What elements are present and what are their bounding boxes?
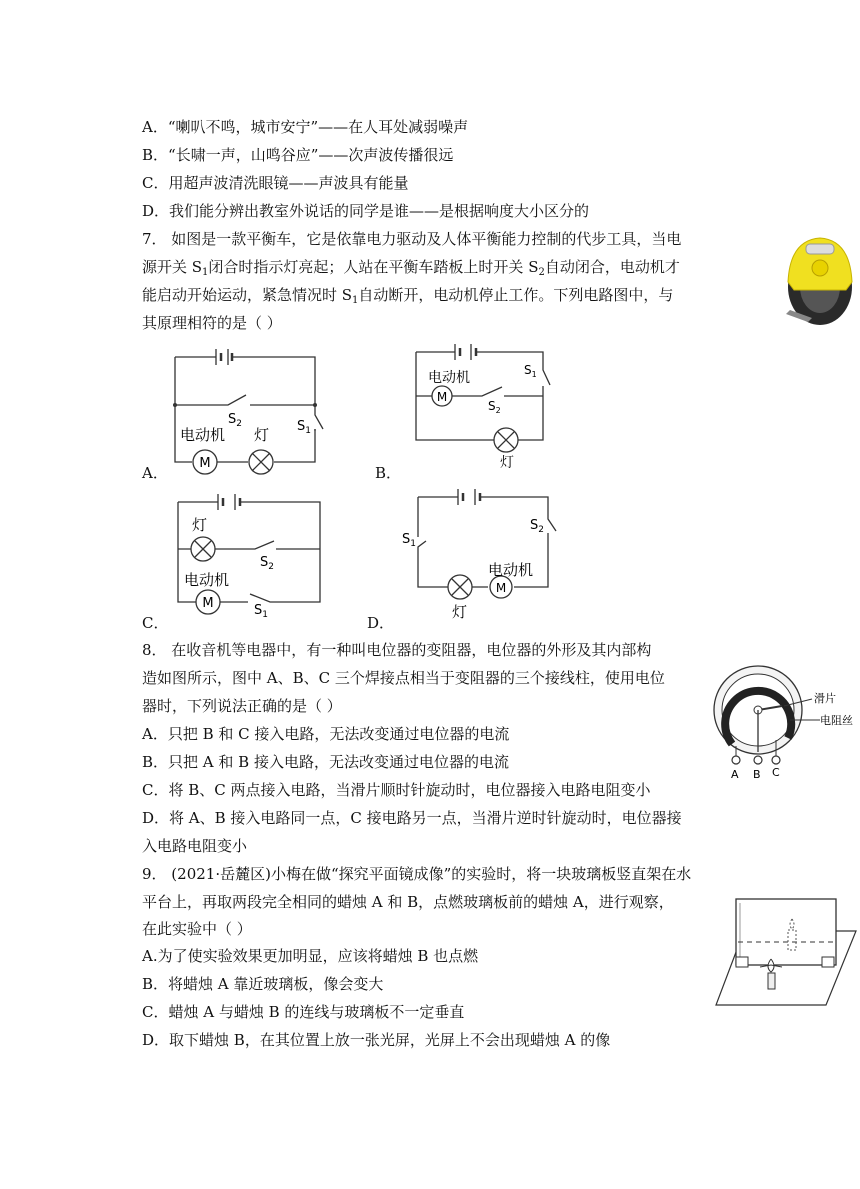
circuit-a-s1-label: $S_1$ [297,419,311,436]
circuit-a-lamp-label: 灯 [254,426,270,444]
circuit-b-s2-label: $S_2$ [488,399,501,415]
q6-option-d: D．我们能分辨出教室外说话的同学是谁——是根据响度大小区分的 [142,202,590,220]
q9-option-b: B．将蜡烛 A 靠近玻璃板，像会变大 [142,975,384,993]
potentiometer-figure [712,664,860,784]
motor-symbol: M [436,390,448,404]
q7-option-c: C． [142,614,169,632]
q8-option-d-line2: 入电路电阻变小 [142,837,248,855]
circuit-d-s2-label: $S_2$ [530,518,544,535]
q9-option-a: A.为了使实验效果更加明显，应该将蜡烛 B 也点燃 [142,947,479,965]
balance-scooter-image [780,232,860,327]
q7-stem-line2: 源开关 $S_1$闭合时指示灯亮起；人站在平衡车踏板上时开关 $S_2$自动闭合，电动机才 [142,258,680,278]
circuit-c-motor-label: 电动机 [184,571,230,589]
circuit-a-s2-label: $S_2$ [228,412,242,429]
q9-stem-line1: 9． (2021·岳麓区)小梅在做“探究平面镜成像”的实验时，将一块玻璃板竖直架在水 [142,865,692,883]
q8-option-a: A．只把 B 和 C 接入电路，无法改变通过电位器的电流 [142,725,510,743]
circuit-a-motor-label: 电动机 [180,426,226,444]
motor-symbol: M [495,581,507,595]
q7-option-d: D． [367,614,395,632]
q9-option-c: C．蜡烛 A 与蜡烛 B 的连线与玻璃板不一定垂直 [142,1003,465,1021]
circuit-c-s1-label: $S_1$ [254,603,268,620]
resistance-wire-label: 电阻丝 [820,714,853,727]
circuit-b-motor-label: 电动机 [428,370,470,386]
circuit-c-lamp-label: 灯 [192,516,208,534]
circuit-a [170,345,330,475]
q8-option-b: B．只把 A 和 B 接入电路，无法改变通过电位器的电流 [142,753,509,771]
q7-stem-line1: 7． 如图是一款平衡车，它是依靠电力驱动及人体平衡能力控制的代步工具，当电 [142,230,682,248]
q9-stem-line3: 在此实验中（ ） [142,920,252,938]
motor-symbol: M [199,456,211,471]
plane-mirror-experiment-figure [714,895,860,1007]
circuit-d-motor-label: 电动机 [488,561,534,579]
circuit-d-lamp-label: 灯 [452,603,468,621]
q8-stem-line1: 8． 在收音机等电器中，有一种叫电位器的变阻器，电位器的外形及其内部构 [142,641,652,659]
q8-stem-line2: 造如图所示，图中 A、B、C 三个焊接点相当于变阻器的三个接线柱，使用电位 [142,669,665,687]
q8-stem-line3: 器时，下列说法正确的是（ ） [142,697,342,715]
q7-option-a: A． [142,464,168,482]
q8-option-d-line1: D．将 A、B 接入电路同一点，C 接电路另一点，当滑片逆时针旋动时，电位器接 [142,809,682,827]
circuit-c [170,490,330,620]
q6-option-a: A．“喇叭不鸣，城市安宁”——在人耳处减弱噪声 [142,118,469,136]
terminal-c-label: C [772,766,780,779]
circuit-b-s1-label: $S_1$ [524,363,537,379]
circuit-b [410,340,560,475]
circuit-c-s2-label: $S_2$ [260,555,274,572]
q7-stem-line4: 其原理相符的是（ ） [142,314,282,332]
terminal-a-label: A [731,768,739,781]
circuit-d-s1-label: $S_1$ [402,532,416,549]
q8-option-c: C．将 B、C 两点接入电路，当滑片顺时针旋动时，电位器接入电路电阻变小 [142,781,651,799]
slider-label: 滑片 [814,692,836,705]
circuit-b-lamp-label: 灯 [500,455,514,471]
terminal-b-label: B [753,768,761,781]
q6-option-c: C．用超声波清洗眼镜——声波具有能量 [142,174,409,192]
q6-option-b: B．“长啸一声，山鸣谷应”——次声波传播很远 [142,146,454,164]
q9-stem-line2: 平台上，再取两段完全相同的蜡烛 A 和 B，点燃玻璃板前的蜡烛 A，进行观察， [142,893,674,911]
motor-symbol: M [202,596,214,611]
circuit-d [398,485,563,625]
q7-option-b: B． [375,464,402,482]
q9-option-d: D．取下蜡烛 B，在其位置上放一张光屏，光屏上不会出现蜡烛 A 的像 [142,1031,611,1049]
q7-stem-line3: 能启动开始运动，紧急情况时 $S_1$自动断开，电动机停止工作。下列电路图中，与 [142,286,674,306]
